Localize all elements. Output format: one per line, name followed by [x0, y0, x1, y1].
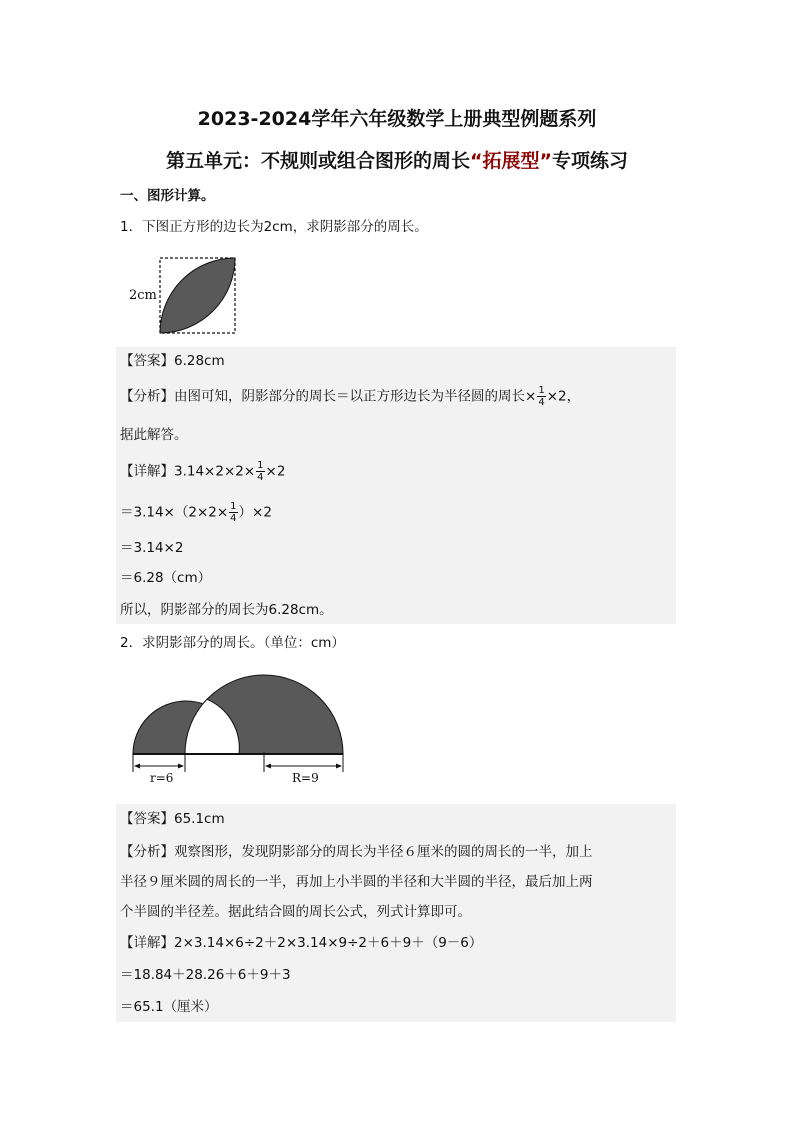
q2-arrowhead: [178, 764, 184, 769]
subtitle-prefix: 第五单元：不规则或组合图形的周长: [165, 150, 470, 172]
q2-small-radius-label: r=6: [150, 771, 174, 785]
q2-step2: ＝65.1（厘米）: [120, 999, 218, 1015]
q1-shaded-leaf: [160, 258, 235, 333]
q1-step3: ＝6.28（cm）: [120, 570, 212, 586]
q1-analysis-fraction: $\frac{1}{4}$: [538, 385, 545, 408]
q2-large-radius-label: R=9: [292, 771, 319, 785]
q1-figure: [120, 250, 250, 340]
q2-figure: [124, 668, 354, 788]
q1-analysis: 【分析】由图可知，阴影部分的周长＝以正方形边长为半径圆的周长× $\frac{1}{4}$ ×2，: [120, 385, 581, 408]
q1-analysis-cont: 据此解答。: [120, 427, 188, 443]
q1-question: 1．下图正方形的边长为2cm，求阴影部分的周长。: [120, 219, 428, 235]
section-heading: 一、图形计算。: [120, 188, 215, 204]
q2-step1: ＝18.84＋28.26＋6＋9＋3: [120, 967, 291, 983]
q2-detail: 【详解】2×3.14×6÷2＋2×3.14×9÷2＋6＋9＋（9－6）: [120, 935, 483, 951]
q1-step1: ＝3.14×（2×2× $\frac{1}{4}$ ）×2: [120, 501, 272, 524]
document-subtitle: [0, 146, 794, 173]
q1-conclusion: 所以，阴影部分的周长为6.28cm。: [120, 602, 333, 618]
q2-analysis-line2: 半径９厘米圆的周长的一半，再加上小半圆的半径和大半圆的半径，最后加上两: [120, 874, 593, 890]
q2-arrowhead: [336, 764, 342, 769]
q1-step1-fraction: $\frac{1}{4}$: [230, 501, 237, 524]
document-title: 2023-2024学年六年级数学上册典型例题系列: [197, 108, 597, 130]
q1-side-label: 2cm: [129, 288, 157, 303]
q2-analysis-line3: 个半圆的半径差。据此结合圆的周长公式，列式计算即可。: [120, 904, 471, 920]
q2-arrowhead: [134, 764, 140, 769]
subtitle-suffix: 专项练习: [551, 150, 628, 172]
q1-detail: 【详解】3.14×2×2× $\frac{1}{4}$ ×2: [120, 460, 286, 483]
q1-step2: ＝3.14×2: [120, 540, 184, 556]
q2-question: 2．求阴影部分的周长。（单位：cm）: [120, 635, 345, 651]
q2-answer: 【答案】65.1cm: [120, 811, 225, 827]
q1-detail-fraction: $\frac{1}{4}$: [257, 460, 264, 483]
q2-arrowhead: [265, 764, 271, 769]
q1-answer: 【答案】6.28cm: [120, 353, 225, 369]
subtitle-highlight: “拓展型”: [470, 150, 552, 172]
q2-analysis-line1: 【分析】观察图形，发现阴影部分的周长为半径６厘米的圆的周长的一半，加上: [120, 844, 593, 860]
